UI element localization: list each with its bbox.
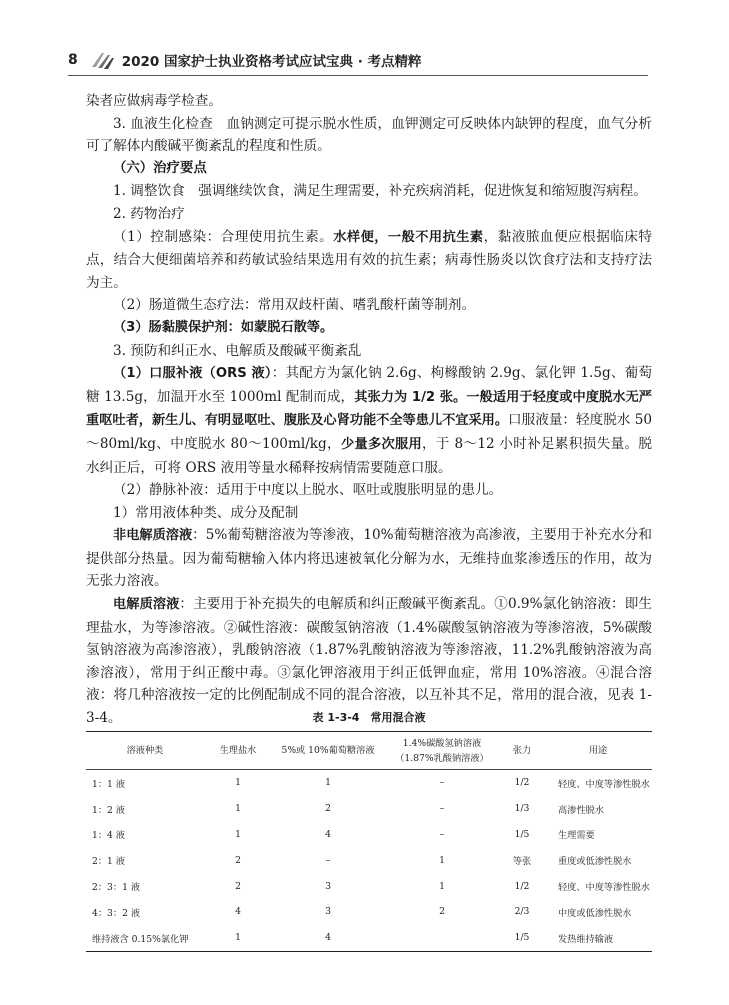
text-run: （1）控制感染：合理使用抗生素。 xyxy=(113,228,334,245)
page-header xyxy=(68,48,648,72)
col-header-glucose: 5%或 10%葡萄糖溶液 xyxy=(272,732,384,770)
text-run: ，于 8～12 小时补足累积损失量。脱水纠正后，可将 ORS 液用等量水稀释按病情需要随意口服。 xyxy=(86,435,652,476)
table-cell: 4 xyxy=(272,925,384,951)
paragraph: （2）肠道微生态疗法：常用双歧杆菌、嗜乳酸杆菌等制剂。 xyxy=(113,297,476,314)
col-header-bicarbonate xyxy=(384,732,500,770)
table-cell: 2：1 液 xyxy=(92,856,125,868)
paragraph: （2）静脉补液：适用于中度以上脱水、呕吐或腹胀明显的患儿。 xyxy=(113,482,503,499)
table-cell: 2 xyxy=(235,880,241,892)
page-number: 8 xyxy=(68,52,78,68)
table-title: 表 1-3-4 常用混合液 xyxy=(312,711,426,724)
bold-run: （1）口服补液（ORS 液） xyxy=(113,366,272,382)
table-cell: – xyxy=(325,854,331,866)
table-cell: 3 xyxy=(325,880,331,892)
paragraph: 1）常用液体种类、成分及配制 xyxy=(113,504,299,521)
col-header-saline: 生理盐水 xyxy=(204,732,272,770)
table-cell: 轻度、中度等渗性脱水 xyxy=(558,778,650,790)
bold-run: 电解质溶液 xyxy=(113,597,180,613)
text-run: ：5%葡萄糖溶液为等渗液，10%葡萄糖溶液为高渗液，主要用于补充水分和提供部分热量。因为葡萄糖输入体内将迅速被氧化分解为水，无维持血浆渗透压的作用，故为无张力溶液。 xyxy=(86,527,652,590)
paragraph: 3. 血液生化检查 血钠测定可提示脱水性质，血钾测定可反映体内缺钾的程度，血气分析可了解体内酸碱平衡紊乱的程度和性质。 xyxy=(86,115,652,155)
text-run: ：其配方为氯化钠 2.6g、枸橼酸钠 2.9g、氯化钾 1.5g、葡萄糖 13.5g，加温开水至 1000ml 配制而成， xyxy=(86,365,652,405)
table-cell: – xyxy=(439,828,445,840)
table-cell: 1 xyxy=(439,854,445,866)
table-row xyxy=(86,847,652,873)
table-cell: 发热维持输液 xyxy=(544,925,652,951)
paragraph: 1. 调整饮食 强调继续饮食，满足生理需要，补充疾病消耗，促进恢复和缩短腹泻病程。 xyxy=(113,183,647,200)
table-cell: 1 xyxy=(235,803,241,815)
table-cell: 2/3 xyxy=(514,906,530,918)
table-cell: 4 xyxy=(325,828,331,840)
table-cell: 1/3 xyxy=(514,803,530,815)
table-row xyxy=(86,770,652,796)
table-cell: 1/5 xyxy=(514,828,530,840)
table-cell: 4：3：2 液 xyxy=(92,907,141,919)
section-heading: （六）治疗要点 xyxy=(113,160,207,176)
table-cell: – xyxy=(439,777,445,789)
text-run: ：主要用于补充损失的电解质和纠正酸碱平衡紊乱。①0.9%氯化钠溶液：即生理盐水，为等渗溶液。②碱性溶液：碳酸氢钠溶液（1.4%碳酸氢钠溶液为等渗溶液，5%碳酸氢钠溶液为高渗溶液），乳酸钠溶液（1.87%乳酸钠溶液为等渗溶液，11.2%乳酸钠溶液为高渗溶液），常用于纠正酸中毒。③氯化钾溶液用于纠正低钾血症，常用 10%溶液。④混合溶液：将几种溶液按一定的比例配制成不同的混合溶液，以互补其不足，常用的混合液，见表 1-3-4。 xyxy=(86,596,652,727)
table-cell: 1：2 液 xyxy=(92,804,125,816)
text-run: 口服液量：轻度脱水 50～80ml/kg、中度脱水 80～100ml/kg， xyxy=(86,412,653,452)
mixed-solutions-table xyxy=(86,731,652,952)
table-cell: 1/2 xyxy=(514,777,530,789)
table-cell: 1：1 液 xyxy=(92,778,125,790)
bold-run: 非电解质溶液 xyxy=(113,528,193,544)
bold-run: 其张力为 1/2 张。一般适用于轻度或中度脱水无严重呕吐者，新生儿、有明显呕吐、腹胀及心肾功能不全等患儿不宜采用。 xyxy=(86,389,652,429)
table-header-row xyxy=(86,732,652,770)
table-cell: 2 xyxy=(439,906,445,918)
table-cell: 中度或低渗性脱水 xyxy=(558,907,632,919)
table-cell: 2：3：1 液 xyxy=(92,882,141,894)
table-cell: 1/5 xyxy=(500,925,544,951)
header-rule xyxy=(68,75,648,76)
table-cell: 1 xyxy=(204,925,272,951)
col-header-type: 溶液种类 xyxy=(86,732,204,770)
table-cell: 生理需要 xyxy=(558,830,595,842)
paragraph xyxy=(86,524,652,593)
table-cell: 1 xyxy=(235,828,241,840)
bold-run: 水样便，一般不用抗生素 xyxy=(333,229,484,245)
table-cell: 1/2 xyxy=(514,880,530,892)
body-text xyxy=(86,90,652,730)
table-row xyxy=(86,925,652,951)
paragraph xyxy=(86,362,652,479)
table-row xyxy=(86,873,652,899)
table-cell: 2 xyxy=(325,803,331,815)
table-cell: 1：4 液 xyxy=(92,830,125,842)
col-header-bicarbonate-line2: （1.87%乳酸钠溶液） xyxy=(395,752,489,764)
table-row xyxy=(86,822,652,848)
table-cell: 等张 xyxy=(512,856,532,868)
bold-run: 少量多次服用 xyxy=(340,436,422,452)
table-cell: 高渗性脱水 xyxy=(558,804,604,816)
table-cell: 1 xyxy=(235,777,241,789)
table-cell xyxy=(384,925,500,951)
paragraph xyxy=(86,226,652,295)
running-title: 2020 国家护士执业资格考试应试宝典 · 考点精粹 xyxy=(121,54,422,70)
paragraph: 3. 预防和纠正水、电解质及酸碱平衡紊乱 xyxy=(113,342,362,359)
text-run: ，黏液脓血便应根据临床特点，结合大便细菌培养和药敏试验结果选用有效的抗生素；病毒性肠炎以饮食疗法和支持疗法为主。 xyxy=(86,228,653,291)
table-cell: 轻度、中度等渗性脱水 xyxy=(558,882,650,894)
table-cell: 3 xyxy=(325,906,331,918)
table-row xyxy=(86,899,652,925)
table-cell: 1 xyxy=(325,777,331,789)
table-cell: 重度或低渗性脱水 xyxy=(558,856,632,868)
table-cell: – xyxy=(439,803,445,815)
col-header-tonicity: 张力 xyxy=(500,732,544,770)
table-cell: 2 xyxy=(235,854,241,866)
col-header-use: 用途 xyxy=(544,732,652,770)
table-row xyxy=(86,796,652,822)
table-cell: 1 xyxy=(439,880,445,892)
paragraph: 染者应做病毒学检查。 xyxy=(86,93,222,109)
table-cell: 维持液含 0.15%氯化钾 xyxy=(86,925,204,951)
table-cell: 4 xyxy=(235,906,241,918)
col-header-bicarbonate-line1: 1.4%碳酸氢钠溶液 xyxy=(402,737,482,749)
paragraph: 2. 药物治疗 xyxy=(113,205,185,222)
paragraph: （3）肠黏膜保护剂：如蒙脱石散等。 xyxy=(113,319,334,335)
book-logo-icon xyxy=(90,49,116,71)
